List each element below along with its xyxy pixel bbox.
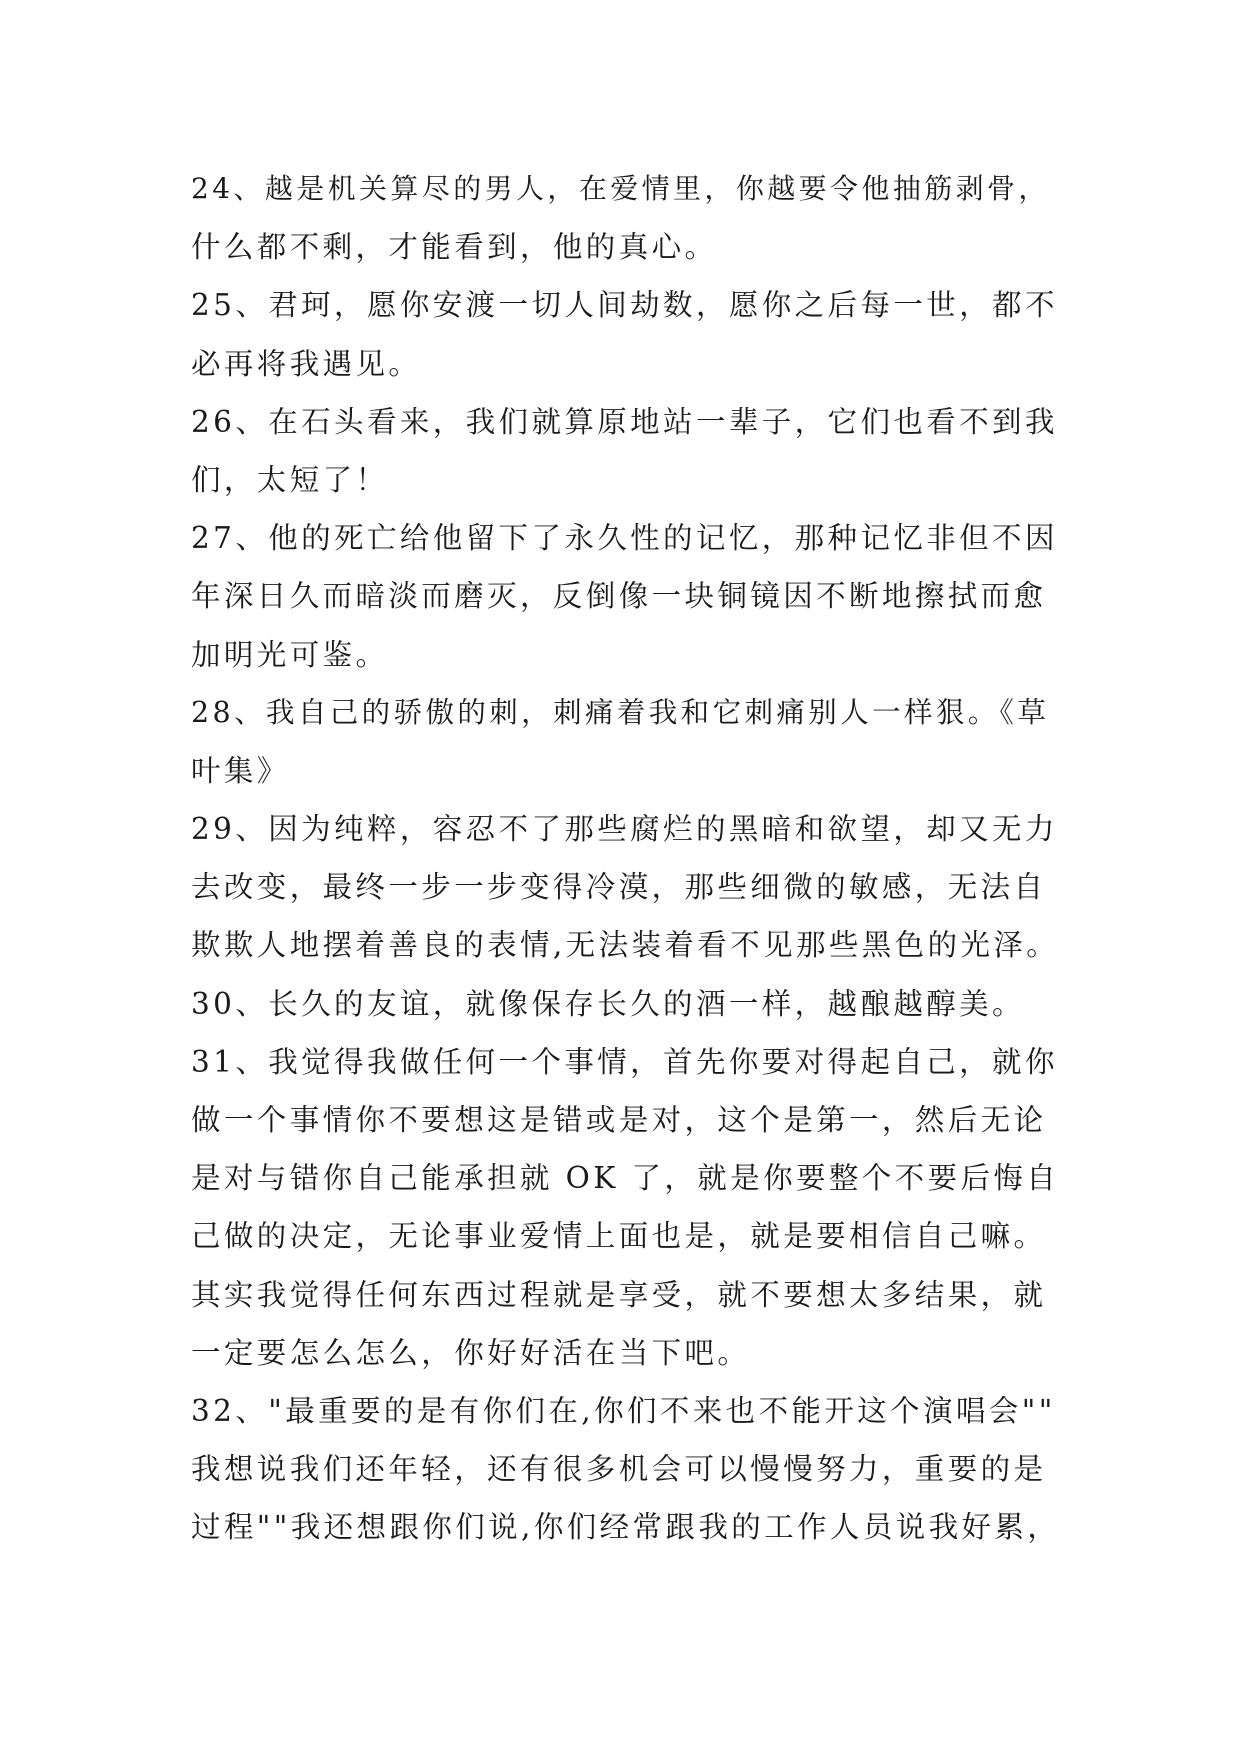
text-line: 过程""我还想跟你们说,你们经常跟我的工作人员说我好累， (191, 1510, 1061, 1545)
text-line: 们，太短了！ (191, 462, 389, 497)
text-line: 加明光可鉴。 (191, 637, 389, 672)
text-line: 是对与错你自己能承担就 OK 了，就是你要整个不要后悔自 (191, 1161, 1060, 1196)
text-line: 29、因为纯粹，容忍不了那些腐烂的黑暗和欲望，却又无力 (191, 812, 1058, 847)
text-line: 26、在石头看来，我们就算原地站一辈子，它们也看不到我 (191, 404, 1058, 439)
text-line: 做一个事情你不要想这是错或是对，这个是第一，然后无论 (191, 1103, 1047, 1137)
text-line: 去改变，最终一步一步变得冷漠，那些细微的敏感，无法自 (191, 870, 1047, 905)
text-line: 25、君珂，愿你安渡一切人间劫数，愿你之后每一世，都不 (191, 288, 1058, 323)
text-line: 27、他的死亡给他留下了永久性的记忆，那种记忆非但不因 (191, 521, 1058, 556)
text-line: 28、我自己的骄傲的刺，刺痛着我和它刺痛别人一样狠。《草 (191, 695, 1050, 729)
text-line: 什么都不剩，才能看到，他的真心。 (191, 230, 718, 265)
text-line: 必再将我遇见。 (191, 346, 422, 381)
text-line: 一定要怎么怎么，你好好活在当下吧。 (191, 1335, 751, 1370)
text-line: 我想说我们还年轻，还有很多机会可以慢慢努力，重要的是 (191, 1452, 1047, 1487)
text-line: 叶集》 (191, 753, 290, 788)
text-line: 己做的决定，无论事业爱情上面也是，就是要相信自己嘛。 (191, 1219, 1047, 1254)
text-line: 32、"最重要的是有你们在,你们不来也不能开这个演唱会"" (191, 1393, 1056, 1428)
document-body (191, 160, 1061, 1557)
text-line: 其实我觉得任何东西过程就是享受，就不要想太多结果，就 (191, 1277, 1047, 1312)
text-line: 30、长久的友谊，就像保存长久的酒一样，越酿越醇美。 (191, 986, 1025, 1021)
text-line: 31、我觉得我做任何一个事情，首先你要对得起自己，就你 (191, 1044, 1058, 1079)
text-line: 年深日久而暗淡而磨灭，反倒像一块铜镜因不断地擦拭而愈 (191, 579, 1047, 614)
text-line: 24、越是机关算尽的男人，在爱情里，你越要令他抽筋剥骨， (191, 172, 1050, 205)
text-line: 欺欺人地摆着善良的表情,无法装着看不见那些黑色的光泽。 (191, 928, 1060, 963)
